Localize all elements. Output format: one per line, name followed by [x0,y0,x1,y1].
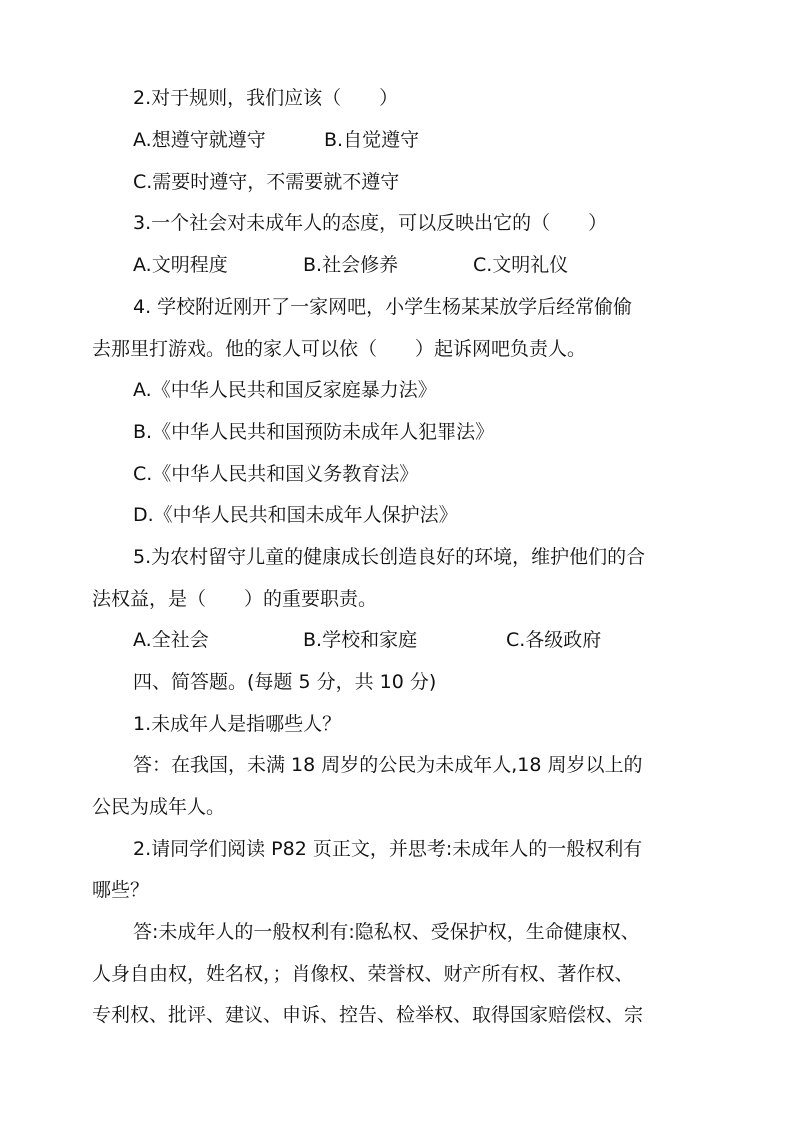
option-a: A.想遵守就遵守 [133,129,266,151]
option-c: C.需要时遵守，不需要就不遵守 [133,171,400,193]
question-4-stem-line-1: 4. 学校附近刚开了一家网吧，小学生杨某某放学后经常偷偷 [133,296,633,318]
option-b: B.学校和家庭 [303,629,418,651]
option-a: A.《中华人民共和国反家庭暴力法》 [133,379,437,401]
option-b: B.《中华人民共和国预防未成年人犯罪法》 [133,421,495,443]
short-answer-2-answer-line-2: 人身自由权，姓名权，；肖像权、荣誉权、财产所有权、著作权、 [92,963,634,985]
short-answer-1-stem: 1.未成年人是指哪些人？ [133,713,342,735]
option-b: B.社会修养 [303,254,399,276]
option-c: C.各级政府 [506,629,602,651]
question-2-stem: 2.对于规则，我们应该（ ） [133,87,399,109]
short-answer-2-answer-line-1: 答:未成年人的一般权利有:隐私权、受保护权，生命健康权、 [133,921,640,943]
option-c: C.《中华人民共和国义务教育法》 [133,463,419,485]
option-d: D.《中华人民共和国未成年人保护法》 [133,504,458,526]
question-3-stem: 3.一个社会对未成年人的态度，可以反映出它的（ ） [133,212,608,234]
option-c: C.文明礼仪 [473,254,569,276]
question-5-stem-line-1: 5.为农村留守儿童的健康成长创造良好的环境，维护他们的合 [133,546,646,568]
short-answer-1-answer-line-2: 公民为成年人。 [92,796,226,818]
short-answer-2-stem-line-2: 哪些？ [92,879,150,901]
question-4-stem-line-2: 去那里打游戏。他的家人可以依（ ）起诉网吧负责人。 [92,338,587,360]
short-answer-1-answer-line-1: 答：在我国，未满 18 周岁的公民为未成年人,18 周岁以上的 [133,754,643,776]
section-heading: 四、简答题。(每题 5 分，共 10 分) [133,671,437,693]
short-answer-2-answer-line-3: 专利权、批评、建议、申诉、控告、检举权、取得国家赔偿权、宗 [92,1004,644,1026]
option-a: A.文明程度 [133,254,228,276]
option-a: A.全社会 [133,629,209,651]
short-answer-2-stem-line-1: 2.请同学们阅读 P82 页正文，并思考:未成年人的一般权利有 [133,838,643,860]
option-b: B.自觉遵守 [324,129,420,151]
question-5-stem-line-2: 法权益，是（ ）的重要职责。 [92,588,378,610]
